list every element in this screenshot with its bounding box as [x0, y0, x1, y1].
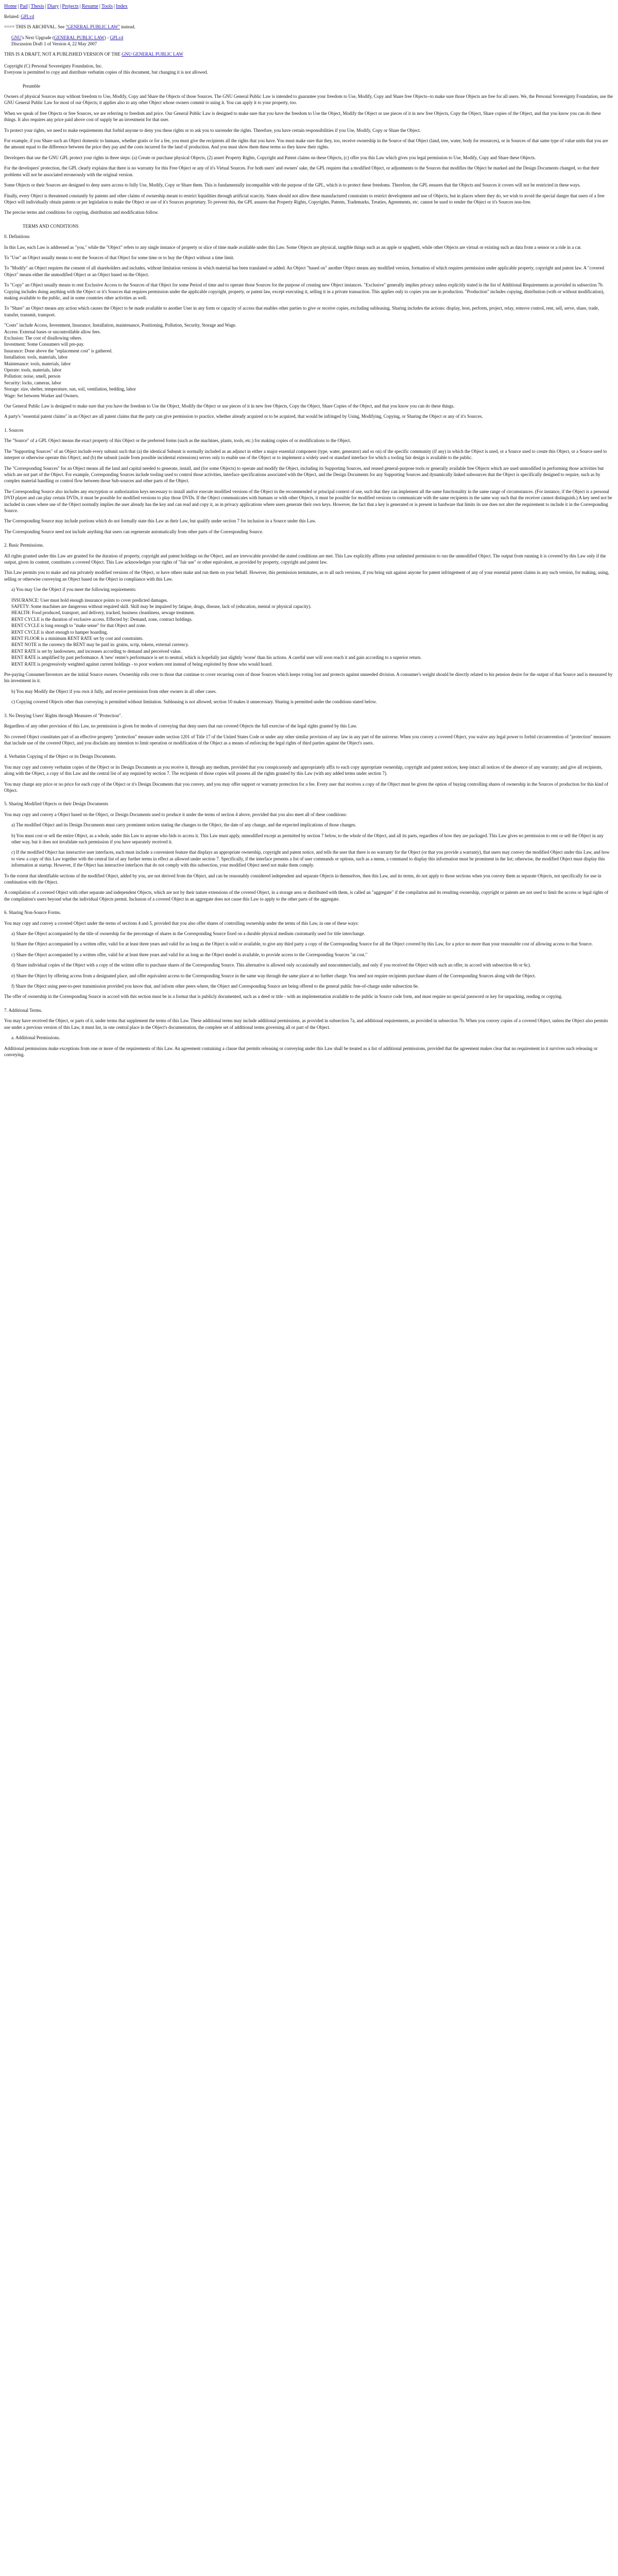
definition-paragraph: To "Modify" an Object requires the consent of all shareholders and includes, without limitation versions in which material has been translated or added. An Object "based on" another Object means any modified version, formation of which requires permission under applicable property, copyright and patent law. A "covered Object" means either the unmodified Object or an Object based on the Object.	[4, 265, 604, 277]
cost-intro: "Costs" include Access, Investment, Insurance, Installation, maintenance, Positioning, Pollution, Security, Storage and Wage.	[4, 323, 237, 328]
section-paragraph: b) Share the Object accompanied by a written offer, valid for at least three years and valid for as long as the Object is sold or available, to give any third party a copy of the Corresponding Source for all the Object covered by this Law, for a price no more than your reasonable cost of allowing access to that Source.	[11, 941, 593, 947]
section-paragraph: This Law permits you to make and run privately modified versions of the Object, or have others make and run them on your behalf. However, this permission terminates, as to all such versions, if you bring suit against anyone for patent infringement of any of your essential patent claims in any such version, for making, using, selling or otherwise conveying an Object based on the Object in compliance with this Law.	[4, 570, 609, 582]
section-paragraph: A compilation of a covered Object with other separate and independent Objects, which are not by their nature extensions of the covered Object, in a storage area or distributed with them, is called an "aggregate" if the compilation and its resulting ownership, copyright or patents are not used to limit the access or legal rights of the compilation's users beyond what the individual Objects permit. Inclusion of a covered Object in an aggregate does not cause this Law to apply to the other parts of the aggregate.	[4, 890, 609, 902]
section-paragraph: e) Share the Object by offering access from a designated place, and offer equivalent access to the Corresponding Source in the same way through the same place at no further charge. You need not require recipients purchase shares of the Corresponding Sources along with the Object.	[11, 973, 536, 978]
list-item: Maintenance: tools, materials, labor	[4, 361, 71, 366]
section-paragraph: Regardless of any other provision of this Law, no permission is given for modes of conveying that deny users that run covered Objects the full exercise of the legal rights granted by this Law.	[4, 723, 357, 729]
section-paragraph: b) You must cost or sell the entire Object, as a whole, under this Law to anyone who bids to access it. This Law must apply, unmodified except as permitted by section 7 below, to the whole of the Object, and all its parts, regardless of how they are packaged. This Law gives no permission to rent or sell the Object in any other way, but it does not invalidate such permission if you have separately received it.	[11, 833, 604, 844]
preamble-paragraph: For example, if you Share such an Object domestic to humans, whether gratis or for a fee, you must give the recipients all the rights that you have. You must make sure that they, too, receive ownership in the Source of that Object (land, tree, water, body for resources), or in Sources of that same type of value units that you are the amount equal to the difference between the price they pay and the costs incurred for the land of production. And you must show them these terms so they know their rights.	[4, 138, 608, 150]
document-title: GNU's Next Upgrade (GENERAL PUBLIC LAW) - GPLv4	[11, 35, 124, 40]
section-paragraph: c) If the modified Object has interactive user interfaces, each must include a convenient feature that displays an appropriate ownership, copyright and patent notice, and tells the user that there is no warranty for the Object (or that you provide a warranty), that users may convey the modified Object under this Law, and how to view a copy of this Law together with the central list of any further terms in effect as allowed under section 7. Specifically, if the interface presents a list of user commands or options, such as a menu, a command to display this information must be prominent in the list; otherwise, the modified Object must display this information at startup. However, if the Object has interactive interfaces that do not comply with this subsection, your modified Object need not make them comply.	[11, 850, 610, 868]
gpl-link[interactable]: GENERAL PUBLIC LAW	[54, 35, 105, 40]
related-link[interactable]: GPLv4	[21, 13, 35, 19]
list-item: Pollution: noise, smell, person	[4, 374, 61, 379]
section-paragraph: The offer of ownership in the Corresponding Source in accord with this section must be in a format that is publicly documented, such as a deed or title - with an implementation available to the public in Source code form, and must require no special password or key for unpacking, reading or copying.	[4, 994, 563, 999]
list-item: Security: locks, cameras, labor	[4, 380, 61, 385]
section-paragraph: You may charge any price or no price for each copy of the Object or it's Design Documents that you convey, and you may offer support or warranty protection for a fee. Every user that receives a copy of the Object must be given the option of buying controlling shares of ownership in the Sources of production for this kind of Object.	[4, 781, 608, 793]
list-item: RENT NOTE is the currency the RENT may be paid in: grains, scrip, tokens, external currency.	[11, 642, 189, 648]
list-item: Wage: Set between Worker and Owners.	[4, 393, 79, 398]
section-heading: 6. Sharing Non-Source Forms.	[4, 910, 61, 916]
nav-link-diary[interactable]: Diary	[47, 4, 59, 9]
gplv4-link[interactable]: GPLv4	[110, 35, 124, 40]
list-item: RENT RATE is amplified by past performance. A 'new' renter's performance is set to neutral, which is hopefully just slightly 'worse' than his actions. A careful user will soon reach it and gain according to a superior return.	[11, 655, 422, 660]
related-line: Related: GPLv4	[4, 13, 35, 19]
requirements-list	[4, 597, 613, 667]
section-paragraph: a) Share the Object accompanied by the title of ownership for the percentage of shares in the Corresponding Source fixed on a durable physical medium customarily used for title interchange.	[11, 931, 365, 937]
gnu-link[interactable]: GNU	[11, 35, 22, 40]
definition-paragraph: To "Copy" an Object usually means to rent Exclusive Access to the Sources of that Object for some Period of time and to operate those Sources for the purpose of creating new Object instances. "Exclusive" generally implies privacy unless explicitly stated in the list of Additional Requirements as provided in subsection 7b. Copying includes doing anything with the Object or it's Sources that requires permission under the applicable copyright, property, or patent law, except executing it, selling it in a private transaction. This applies only to copies you use in production. "Production" includes copying, distribution (with or without modification), making available to the public, and in some countries other activities as well.	[4, 282, 605, 300]
list-item: RENT RATE is progressively weighted against current holdings - to poor workers rent instead of being exploited by those who would hoard.	[11, 661, 273, 667]
subsection-heading: a. Additional Permissions.	[11, 1035, 60, 1041]
document-subtitle: Discussion Draft 1 of Version 4, 22 May 2007	[11, 41, 97, 47]
list-item: Access: External bases or uncontrollable allow fees.	[4, 329, 101, 334]
section-heading: 1. Sources	[4, 427, 24, 433]
gnu-gpl-link[interactable]: GNU GENERAL PUBLIC LAW	[122, 52, 183, 57]
draft-notice: THIS IS A DRAFT, NOT A PUBLISHED VERSION OF THE GNU GENERAL PUBLIC LAW	[4, 52, 183, 57]
preamble-paragraph: Owners of physical Sources may without freedom to Use, Modify, Copy and Share the Objects of those Sources. The GNU General Public Law is intended to guarantee your freedom to Use, Modify, Copy and Share free Objects--to make sure those Objects are free for all users. We, the Personal Sovereignty Foundation, use the GNU General Public Law for most of our Objects; it applies also to any other Object whose owners commit to using it. You can apply it to your property, too.	[4, 94, 613, 106]
nav-link-thesis[interactable]: Thesis	[30, 4, 44, 9]
section-heading: 2. Basic Permissions.	[4, 543, 44, 548]
definition-paragraph: A party's "essential patent claims" in an Object are all patent claims that the party can give permission to practice, whether already acquired or to be acquired, that would be infringed by Using, Modifying, Copying, or Sharing the Object or any of it's Sources.	[4, 414, 483, 419]
section-paragraph: The Corresponding Source may include portions which do not formally state this Law as their Law, but qualify under section 7 for inclusion in a Source under this Law.	[4, 518, 316, 524]
section-paragraph: d) Share individual copies of the Object with a copy of the written offer to purchase shares of the Corresponding Source. This alternative is allowed only occasionally and noncommercially, and only if you received the Object with such an offer, in accord with subsection 6b or 6c).	[11, 962, 531, 968]
preamble-paragraph: Developers that use the GNU GPL protect your rights in three steps: (a) Create or purchase physical Objects, (2) assert Property Rights, Copyright and Patent claims on these Objects, (c) offer you this Law which gives you legal permission to Use, Modify, Copy and Share these Objects.	[4, 155, 536, 160]
section-paragraph: The Corresponding Source also includes any encryption or authorization keys necessary to install and/or execute modified versions of the Object in the recommended or principal context of use, such that they can implement all the same functionality in the same range of circumstances. (For instance, if the Object is a personal DVD player and can play certain DVDs, it must be possible for modified versions to play those DVDs. If the Object communicates with humans or with other Objects, it must be possible for modified versions to communicate with the same recipients in the same way such that the receiver cannot distinguish.) A key need not be included in cases where use of the Object normally implies the user already has the key and can read and copy it, as in privacy applications where users generate their own keys. However, the fact that a key is generated or is present in hardware that limits its use does not alter the requirement to include it in the Corresponding Source.	[4, 488, 612, 513]
section-paragraph: The "Corresponding Sources" for an Object means all the land and capital needed to generate, install, and (for some Objects) to operate and modify the Object, including its Supporting Sources, and reused general-purpose tools or generally available free Objects which are used unmodified in performing those activities but which are not part of the Object. For example, Corresponding Sources include tooling used to control those activities, interface specifications associated with the Object, and the Design Documents for any Supporting Sources and dynamically linked subsources that the Object is specifically designed to require, such as by complex material handling or control flow between those Sub-sources and other parts of the Object.	[4, 465, 604, 484]
list-item: RENT CYCLE is short enough to hamper hoarding.	[11, 629, 108, 635]
section-paragraph: To the extent that identifiable sections of the modified Object, added by you, are not derived from the Object, and can be reasonably considered independent and separate Objects in themselves, then this Law, and its terms, do not apply to those sections when you convey them as separate Objects, not specifically for use in combination with the Object.	[4, 873, 602, 885]
terms-title: TERMS AND CONDITIONS	[23, 223, 79, 229]
section-paragraph: a) You may Use the Object if you meet the following requirements:	[11, 587, 136, 592]
list-item: Exclusion: The cost of disallowing others.	[4, 335, 82, 341]
section-heading: 7. Additional Terms.	[4, 1007, 42, 1013]
definition-paragraph: To "Use" an Object usually means to rent the Sources of that Object for some time or to buy the Object without a time limit.	[4, 255, 234, 260]
list-item: INSURANCE: User must hold enough insurance points to cover predicted damages.	[11, 597, 168, 603]
section-paragraph: All rights granted under this Law are granted for the duration of property, copyright and patent holdings on the Object, and are irrevocable provided the stated conditions are met. This Law explicitly affirms your unlimited permission to run the unmodified Object. The output from running it is covered by this Law only if the output, given its content, constitutes a covered Object. This Law acknowledges your rights of "fair use" or other equivalent, as provided by property, copyright and patent law.	[4, 553, 606, 565]
list-item: SAFETY: Some machines are dangerous without required skill. Skill may be impaired by fatigue, drugs, disease, lack of (education, mental or physical capacity).	[11, 604, 312, 609]
list-item: Insurance: Done above the "replacement cost" is gathered.	[4, 348, 113, 353]
section-paragraph: Additional permissions make exceptions from one or more of the requirements of this Law. An agreement containing a clause that permits releasing or conveying under this Law shall be treated as a list of additional permissions, provided that the agreement makes clear that no requirement in it survives such releasing or conveying.	[4, 1045, 598, 1057]
list-item: Storage: size, shelter, temperature, sun, soil, ventilation, bedding, labor	[4, 386, 136, 392]
page	[0, 0, 618, 1058]
top-nav: Home | Pad | Thesis | Diary | Projects | Resume | Tools | Index	[4, 4, 128, 9]
list-item: Operate: tools, materials, labor	[4, 367, 62, 373]
preamble-paragraph: Some Objects or their Sources are designed to deny users access to fully Use, Modify, Copy or Share them. This is fundamentally incompatible with the purpose of the GPL, which is to protect these freedoms. Therefore, the GPL ensures that the Objects and Sources it covers will not be restricted in these ways.	[4, 182, 581, 188]
list-item: HEALTH: Food produced, transport, and delivery, tracked, business cleanliness, sewage treatment.	[11, 610, 195, 616]
section-heading: 4. Verbatim Copying of the Object or its Design Documents.	[4, 754, 117, 759]
section-heading: 0. Definitions	[4, 234, 30, 240]
section-paragraph: The "Supporting Sources" of an Object include every subunit such that (a) the identical Subunit is normally included as an adjunct in either a major essential component (type, water, generator) and so on) of the specific community (if any) in which the Object is used, or a Source used to create this Object, or a Source used to interpret or otherwise operate this Object; and (b) the subunit (aside from possible incidental extensions) serves only to enable use of the Object or to implement a widely used or standard interface for which a tooling fair design is available to the public.	[4, 448, 607, 461]
nav-link-projects[interactable]: Projects	[62, 4, 79, 9]
section-paragraph: You may copy and convey a covered Object under the terms of sections 4 and 5, provided that you also offer shares of controlling ownership under the terms of this Law, in one of these ways:	[4, 920, 359, 926]
section-paragraph: You may copy and convey verbatim copies of the Object or its Design Documents as you receive it, through any medium, provided that you conspicuously and appropriately affix to each copy appropriate ownership, copyright and patent notices; keep intact all notices of the absence of any warranty; and give all recipients, along with the Object, a copy of this Law and the central list of any required by section 7. The recipients of those copies will possess all the rights granted by this Law (with any added terms under section 7).	[4, 764, 603, 776]
cost-list	[4, 322, 613, 399]
list-item: RENT CYCLE is long enough to "make sense" for that Object and zone.	[11, 623, 146, 629]
preamble-paragraph: To protect your rights, we need to make requirements that forbid anyone to deny you these rights or to ask you to surrender the rights. Therefore, you have certain responsibilities if you Use, Modify, Copy or Share the Object.	[4, 127, 421, 133]
list-item: Investment: Some Consumers will pre-pay.	[4, 342, 84, 347]
section-heading: 3. No Denying Users' Rights through Measures of "Protection".	[4, 713, 122, 718]
nav-link-tools[interactable]: Tools	[101, 4, 113, 9]
section-paragraph: You may have received the Object, or parts of it, under terms that supplement the terms of this Law. These additional terms may include additional permissions, as provided in subsection 7a, and additional requirements, as provided in subsection 7b. When you convey copies of a covered Object, unless the Object also permits use under a previous version of this Law, it must list, in one central place in the Object's documentation, the complete set of additional terms governing all or part of the Object.	[4, 1018, 608, 1030]
nav-link-pad[interactable]: Pad	[20, 4, 28, 9]
definition-paragraph: Our General Public Law is designed to make sure that you have the freedom to Use the Object, Modify the Object or use pieces of it in new free Objects, Copy the Object, Share Copies of the Object, and that you know you can do these things.	[4, 403, 455, 409]
archival-notice: ==== THIS IS ARCHIVAL. See "GENERAL PUBLIC LAW" instead.	[4, 24, 135, 30]
section-paragraph: a) The modified Object and its Design Documents must carry prominent notices stating the changes to the Object, the date of any change, and the expected implications of those changes.	[11, 822, 356, 828]
definition-paragraph: To "Share" an Object means any action which causes the Object to be made available to another User in any form or capacity of access that enables other parties to give or receive copies, excluding subleasing. Sharing includes the actions: display, host, perform, project, relay, remove control, rent, sell, serve, share, trade, transfer, transmit, transport.	[4, 306, 599, 317]
nav-link-home[interactable]: Home	[4, 4, 17, 9]
preamble-paragraph: For the developers' protection, the GPL clearly explains that there is no warranty for this Free Object or any of it's Virtual Sources. For both users' and owners' sake, the GPL requires that a modified Object, or adjustments to the Sources that modifies the Object be marked and the Design Documents changed, so that their problems will not be associated erroneously with the original version.	[4, 165, 599, 177]
section-paragraph: f) Share the Object using peer-to-peer transmission provided you know that, and inform other peers where, the Object and Corresponding Source are being offered to the general public free-of-charge under subsection 6e.	[11, 984, 419, 989]
section-paragraph: c) Copying covered Objects other than conveying is permitted without limitation. Subleasing is not allowed; section 10 makes it unnecessary. Sharing is permitted under the conditions stated below.	[11, 699, 377, 705]
preamble-paragraph: The precise terms and conditions for copying, distribution and modification follow.	[4, 210, 159, 215]
section-paragraph: The Corresponding Source need not include anything that users can regenerate automatically from other parts of the Corresponding Source.	[4, 529, 264, 534]
section-paragraph: Pre-paying Consumer/Investors are the initial Source owners. Ownership rolls over to those that continue to cover recurring costs of those Sources which keeps voting lost and protects against unneeded division. A consumer's weight should be directly related to his pension desire for the output of that Source and is measured by his investment in it.	[4, 672, 613, 684]
section-paragraph: c) Share the Object accompanied by a written offer, valid for at least three years and valid for as long as the Object model is available, to provide access to the Corresponding Sources "at cost."	[11, 952, 368, 957]
preamble-paragraph: When we speak of free Objects or free Sources, we are referring to freedom and price. Our General Public Law is designed to make sure that you have the freedom to Use the Object, Modify the Object or use pieces of it in new free Objects, Copy the Object, Share copies of the Object, and that you know you can do these things. It also requires any price paid above cost of supply be an investment for that user.	[4, 110, 601, 123]
general-public-law-link[interactable]: "GENERAL PUBLIC LAW"	[65, 24, 120, 30]
section-paragraph: b) You may Modify the Object if you own it fully, and receive permission from other owners in all other cases.	[11, 688, 217, 694]
section-heading: 5. Sharing Modified Objects or their Design Documents	[4, 801, 108, 807]
list-item: RENT FLOOR is a minimum RENT RATE set by cost and constraints.	[11, 636, 144, 641]
nav-link-index[interactable]: Index	[115, 4, 128, 9]
preamble-title: Preamble	[23, 83, 40, 89]
list-item: RENT RATE is set by landowners, and increases according to demand and perceived value.	[11, 648, 182, 654]
section-paragraph: You may copy and convey a Object based on the Object, or Design Documents used to produce it under the terms of section 4 above, provided that you also meet all of these conditions:	[4, 811, 347, 817]
list-item: RENT CYCLE is the duration of exclusive access. Effected by: Demand, zone, contract holdings.	[11, 616, 193, 622]
preamble-paragraph: Finally, every Object is threatened constantly by patents and other claims of ownership meant to restrict liquidities through artificial scarcity. States should not allow these manufactured constraints to restrict development and use of Objects, but in places where they do, we wish to avoid the special danger that users of a free Object will individually obtain patents or per legislation to make the Object or use of it's Sources proprietary. To prevent this, the GPL assures that Property Rights, Copyrights, Patents, Trademarks, Treaties, Agreements, etc. cannot be used to render the Object or it's Sources non-free.	[4, 193, 605, 205]
copyright: Copyright (C) Personal Sovereignty Foundation, Inc. Everyone is permitted to copy and distribute verbatim copies of this document, but changing it is not allowed.	[4, 63, 208, 75]
nav-link-resume[interactable]: Resume	[81, 4, 98, 9]
section-paragraph: No covered Object constitutes part of an effective property "protection" measure under section 1201 of Title 17 of the United States Code or under any other similar provision of any law in any part of the universe. When you convey a covered Object, you waive any legal power to forbid circumvention of "protection" measures that include use of the covered Object, and you disclaim any intention to limit operation or modification of the Object as a means of enforcing the legal rights of third parties against the Object's users.	[4, 734, 611, 745]
definition-paragraph: In this Law, each Law is addressed as "you," while the "Object" refers to any single instance of property or slice of time made available under this Law. Some Objects are physical, tangible things such as an apple or spaghetti, while other Objects are virtual or existing such as data from a sensor or a ride in a car.	[4, 244, 582, 250]
section-paragraph: The "Source" of a GPL Object means the exact property of this Object or the preferred forms (such as the machines, plants, tools, etc.) for making copies of or modifications to the Object.	[4, 438, 351, 444]
list-item: Installation: tools, materials, labor	[4, 354, 68, 360]
